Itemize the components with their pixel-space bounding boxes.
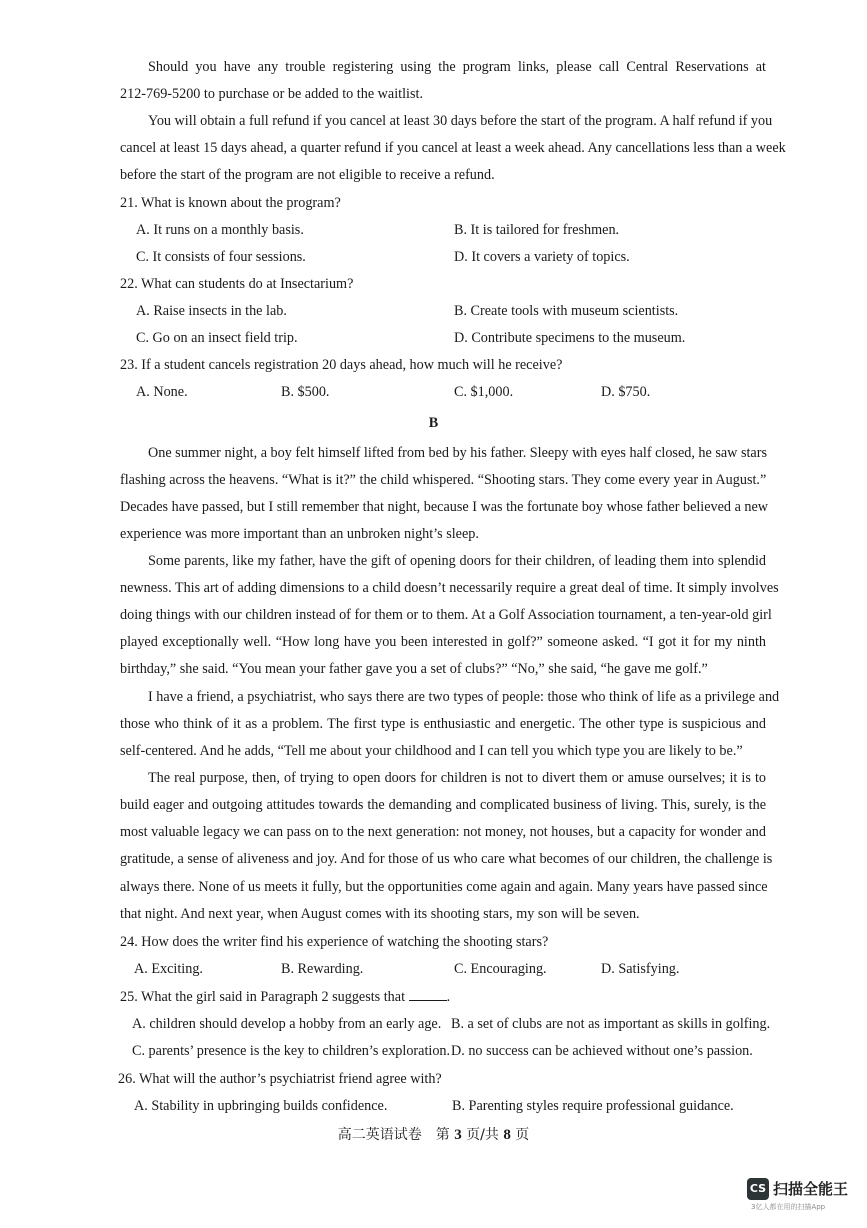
- q21-option-d: D. It covers a variety of topics.: [454, 249, 630, 265]
- passage-line: Decades have passed, but I still remember that night, because I was the fortunate boy whose father believed a new: [120, 499, 769, 515]
- passage-line: experience was more important than an unbroken night’s sleep.: [120, 526, 479, 542]
- q23-option-d: D. $750.: [601, 384, 651, 400]
- scanner-watermark: [747, 1176, 847, 1216]
- footer-suffix: 页: [510, 1127, 530, 1143]
- page-footer: [0, 1122, 867, 1149]
- passage-line: birthday,” she said. “You mean your father gave you a set of clubs?” “No,” she said, “he gave me golf.”: [120, 661, 708, 677]
- footer-page-number: 3: [454, 1127, 462, 1143]
- passage-line: those who think of it as a problem. The first type is enthusiastic and energetic. The other type is suspicious and: [120, 716, 766, 732]
- text-line: cancel at least 15 days ahead, a quarter refund if you cancel at least a week ahead. Any cancellations less than a week: [120, 140, 786, 156]
- q23-option-c: C. $1,000.: [454, 384, 514, 400]
- q25-option-c: C. parents’ presence is the key to children’s exploration.: [132, 1043, 451, 1059]
- question-26-stem: 26. What will the author’s psychiatrist friend agree with?: [118, 1071, 442, 1087]
- q23-option-a: A. None.: [136, 384, 188, 400]
- q22-option-b: B. Create tools with museum scientists.: [454, 303, 679, 319]
- passage-line: gratitude, a sense of aliveness and joy. And for those of us who care what becomes of our children, the challenge is: [120, 851, 773, 867]
- watermark-app-name: 扫描全能王: [773, 1180, 849, 1198]
- question-25-stem-end: .: [446, 989, 451, 1005]
- passage-line: self-centered. And he adds, “Tell me about your childhood and I can tell you which type you are likely to be.”: [120, 743, 743, 759]
- passage-line: flashing across the heavens. “What is it?” the child whispered. “Shooting stars. They come every year in August.”: [120, 472, 767, 488]
- q26-option-b: B. Parenting styles require professional guidance.: [452, 1098, 734, 1114]
- q24-option-d: D. Satisfying.: [601, 961, 680, 977]
- section-b-heading: B: [428, 415, 439, 431]
- q22-option-d: D. Contribute specimens to the museum.: [454, 330, 686, 346]
- text-line: before the start of the program are not eligible to receive a refund.: [120, 167, 495, 183]
- q21-option-b: B. It is tailored for freshmen.: [454, 222, 620, 238]
- passage-line: Some parents, like my father, have the gift of opening doors for their children, of leading them into splendid: [148, 553, 766, 569]
- question-25-stem-text: 25. What the girl said in Paragraph 2 suggests that: [120, 989, 406, 1005]
- question-21-stem: 21. What is known about the program?: [120, 195, 341, 211]
- passage-line: build eager and outgoing attitudes towards the demanding and complicated business of living. This, surely, is the: [120, 797, 766, 813]
- q22-option-a: A. Raise insects in the lab.: [136, 303, 287, 319]
- passage-line: always there. None of us meets it fully, but the opportunities come again and again. Many years have passed since: [120, 879, 768, 895]
- passage-line: newness. This art of adding dimensions to a child doesn’t necessarily require a great deal of time. It simply involves: [120, 580, 779, 596]
- q24-option-a: A. Exciting.: [134, 961, 203, 977]
- passage-line: played exceptionally well. “How long have you been interested in golf?” someone asked. “I got it for my ninth: [120, 634, 766, 650]
- q24-option-b: B. Rewarding.: [281, 961, 364, 977]
- camscanner-logo-icon: CS: [747, 1178, 769, 1200]
- q21-option-c: C. It consists of four sessions.: [136, 249, 306, 265]
- passage-line: The real purpose, then, of trying to open doors for children is not to divert them or amuse ourselves; it is to: [148, 770, 766, 786]
- footer-prefix: 高二英语试卷 第: [337, 1127, 455, 1143]
- q25-option-b: B. a set of clubs are not as important as skills in golfing.: [451, 1016, 771, 1032]
- text-line: You will obtain a full refund if you cancel at least 30 days before the start of the program. A half refund if you: [148, 113, 773, 129]
- question-25-stem: [120, 984, 766, 1011]
- q22-option-c: C. Go on an insect field trip.: [136, 330, 298, 346]
- text-line: Should you have any trouble registering using the program links, please call Central Reservations at: [148, 59, 766, 75]
- passage-line: most valuable legacy we can pass on to the next generation: not money, not houses, but a capacity for wonder and: [120, 824, 766, 840]
- passage-line: One summer night, a boy felt himself lifted from bed by his father. Sleepy with eyes half closed, he saw stars: [148, 445, 767, 461]
- watermark-tagline: 3亿人都在用的扫描App: [751, 1203, 826, 1211]
- footer-middle: 页/共: [461, 1127, 504, 1143]
- q23-option-b: B. $500.: [281, 384, 330, 400]
- passage-line: doing things with our children instead of for them or to them. At a Golf Association tournament, a ten-year-old girl: [120, 607, 772, 623]
- answer-blank: [409, 986, 447, 1001]
- footer-page-total: 8: [503, 1127, 511, 1143]
- q21-option-a: A. It runs on a monthly basis.: [136, 222, 304, 238]
- q25-option-d: D. no success can be achieved without one’s passion.: [451, 1043, 753, 1059]
- text-line: 212-769-5200 to purchase or be added to the waitlist.: [120, 86, 423, 102]
- q24-option-c: C. Encouraging.: [454, 961, 547, 977]
- question-23-stem: 23. If a student cancels registration 20 days ahead, how much will he receive?: [120, 357, 563, 373]
- passage-line: that night. And next year, when August comes with its shooting stars, my son will be seven.: [120, 906, 640, 922]
- passage-line: I have a friend, a psychiatrist, who says there are two types of people: those who think of life as a privilege and: [148, 689, 780, 705]
- q25-option-a: A. children should develop a hobby from an early age.: [132, 1016, 442, 1032]
- question-22-stem: 22. What can students do at Insectarium?: [120, 276, 354, 292]
- question-24-stem: 24. How does the writer find his experience of watching the shooting stars?: [120, 934, 549, 950]
- q26-option-a: A. Stability in upbringing builds confidence.: [134, 1098, 388, 1114]
